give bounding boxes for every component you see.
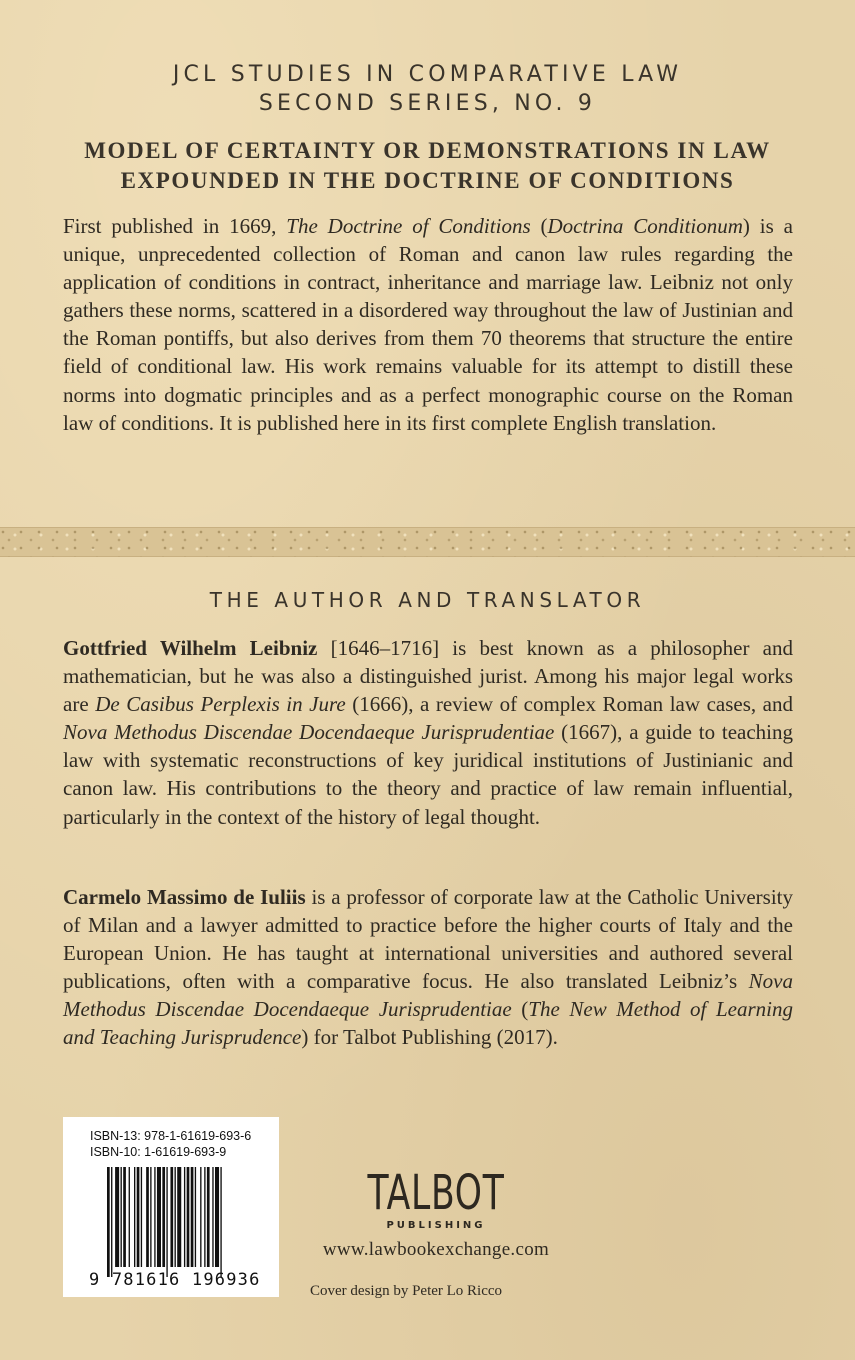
barcode-bar xyxy=(207,1167,210,1267)
translator-name: Carmelo Massimo de Iuliis xyxy=(63,885,306,909)
barcode-bar xyxy=(166,1167,167,1277)
description-text-2: ( xyxy=(530,214,548,238)
author-bio-text-2: (1666), a review of complex Roman law cases, and xyxy=(345,692,793,717)
barcode-bar xyxy=(111,1167,112,1277)
barcode-bar xyxy=(134,1167,135,1267)
translator-bio xyxy=(63,883,793,1052)
isbn-13: ISBN-13: 978-1-61619-693-6 xyxy=(90,1129,252,1143)
book-title-line-1: MODEL OF CERTAINTY OR DEMONSTRATIONS IN LAW xyxy=(84,138,771,163)
barcode-bar xyxy=(200,1167,201,1267)
barcode-bar xyxy=(141,1167,142,1267)
barcode-bar xyxy=(220,1167,221,1277)
barcode-bar xyxy=(129,1167,130,1267)
series-line-2: SECOND SERIES, NO. 9 xyxy=(258,91,597,116)
barcode-bar xyxy=(187,1167,190,1267)
book-description xyxy=(63,212,793,437)
isbn-barcode-box xyxy=(63,1117,279,1297)
description-text-1: First published in 1669, xyxy=(63,214,287,238)
author-bio xyxy=(63,634,793,831)
barcode-bar xyxy=(204,1167,205,1267)
barcode-bar xyxy=(195,1167,196,1267)
barcode-bar xyxy=(191,1167,194,1267)
barcode-bar xyxy=(146,1167,149,1267)
isbn-10: ISBN-10: 1-61619-693-9 xyxy=(90,1145,227,1159)
decorative-divider xyxy=(0,527,855,557)
description-italic-latin-title: Doctrina Conditionum xyxy=(547,214,743,238)
book-title-line-2: EXPOUNDED IN THE DOCTRINE OF CONDITIONS xyxy=(120,168,735,193)
barcode-bar xyxy=(123,1167,126,1267)
author-bio-text-3: (1667), a guide to teaching law with systematic reconstructions of key juridical institutions of Justinianic and canon law. His contributions to the theory and practice of law remain influential, particularly in the context of the history of legal thought. xyxy=(63,720,793,829)
author-section-heading: THE AUTHOR AND TRANSLATOR xyxy=(209,588,646,612)
barcode-bar xyxy=(150,1167,151,1267)
barcode-bar xyxy=(175,1167,176,1267)
author-name: Gottfried Wilhelm Leibniz xyxy=(63,636,318,660)
translator-work-english: The New Method of Learning and Teaching Jurisprudence xyxy=(63,997,793,1050)
series-line-1: JCL STUDIES IN COMPARATIVE LAW xyxy=(172,62,683,87)
description-text-3: ) is a unique, unprecedented collection of Roman and canon law rules regarding the application of conditions in contract, inheritance and marriage law. Leibniz not only gathers these norms, scattered in a disordered way throughout the law of Justinian and the Roman pontiffs, but also derives from them 70 theorems that structure the entire field of conditional law. His work remains valuable for its attempt to distill these norms into dogmatic principles and as a perfect monographic course on the Roman law of conditions. It is published here in its first complete English translation. xyxy=(63,214,793,435)
description-italic-title: The Doctrine of Conditions xyxy=(286,214,531,238)
barcode-bar xyxy=(115,1167,119,1267)
publisher-logo-subtitle: PUBLISHING xyxy=(386,1220,486,1231)
author-work-2: Nova Methodus Discendae Docendaeque Jurisprudentiae xyxy=(63,720,555,745)
publisher-website: www.lawbookexchange.com xyxy=(322,1239,550,1260)
barcode-digits: 9 781616 196936 xyxy=(89,1270,261,1290)
translator-bio-text-3: ) for Talbot Publishing (2017). xyxy=(301,1025,558,1050)
barcode-bar xyxy=(215,1167,219,1267)
barcode-bar xyxy=(184,1167,185,1267)
cover-design-credit: Cover design by Peter Lo Ricco xyxy=(310,1283,503,1299)
book-title xyxy=(0,136,855,196)
author-work-1: De Casibus Perplexis in Jure xyxy=(95,692,346,717)
author-bio-text-1: [1646–1716] is best known as a philosopher and mathematician, but he was also a distinguished jurist. Among his major legal works are xyxy=(63,636,793,717)
publisher-block xyxy=(310,1165,562,1261)
barcode-bar xyxy=(162,1167,165,1267)
translator-work-latin: Nova Methodus Discendae Docendaeque Jurisprudentiae xyxy=(63,969,793,1022)
series-title xyxy=(0,60,855,118)
barcode-bar xyxy=(157,1167,161,1267)
barcode-bar xyxy=(177,1167,181,1267)
barcode-bar xyxy=(121,1167,122,1267)
barcode xyxy=(107,1167,267,1277)
translator-bio-text-1: is a professor of corporate law at the Catholic University of Milan and a lawyer admitted to practice before the higher courts of Italy and the European Union. He has taught at international universities and authored several publications, often with a comparative focus. He also translated Leibniz’s xyxy=(63,885,794,994)
barcode-bar xyxy=(154,1167,155,1267)
publisher-logo-name: TALBOT xyxy=(367,1165,505,1221)
barcode-bar xyxy=(137,1167,140,1267)
barcode-bar xyxy=(170,1167,173,1267)
translator-bio-text-2: ( xyxy=(511,997,529,1022)
barcode-bar xyxy=(212,1167,213,1267)
barcode-bar xyxy=(107,1167,110,1277)
